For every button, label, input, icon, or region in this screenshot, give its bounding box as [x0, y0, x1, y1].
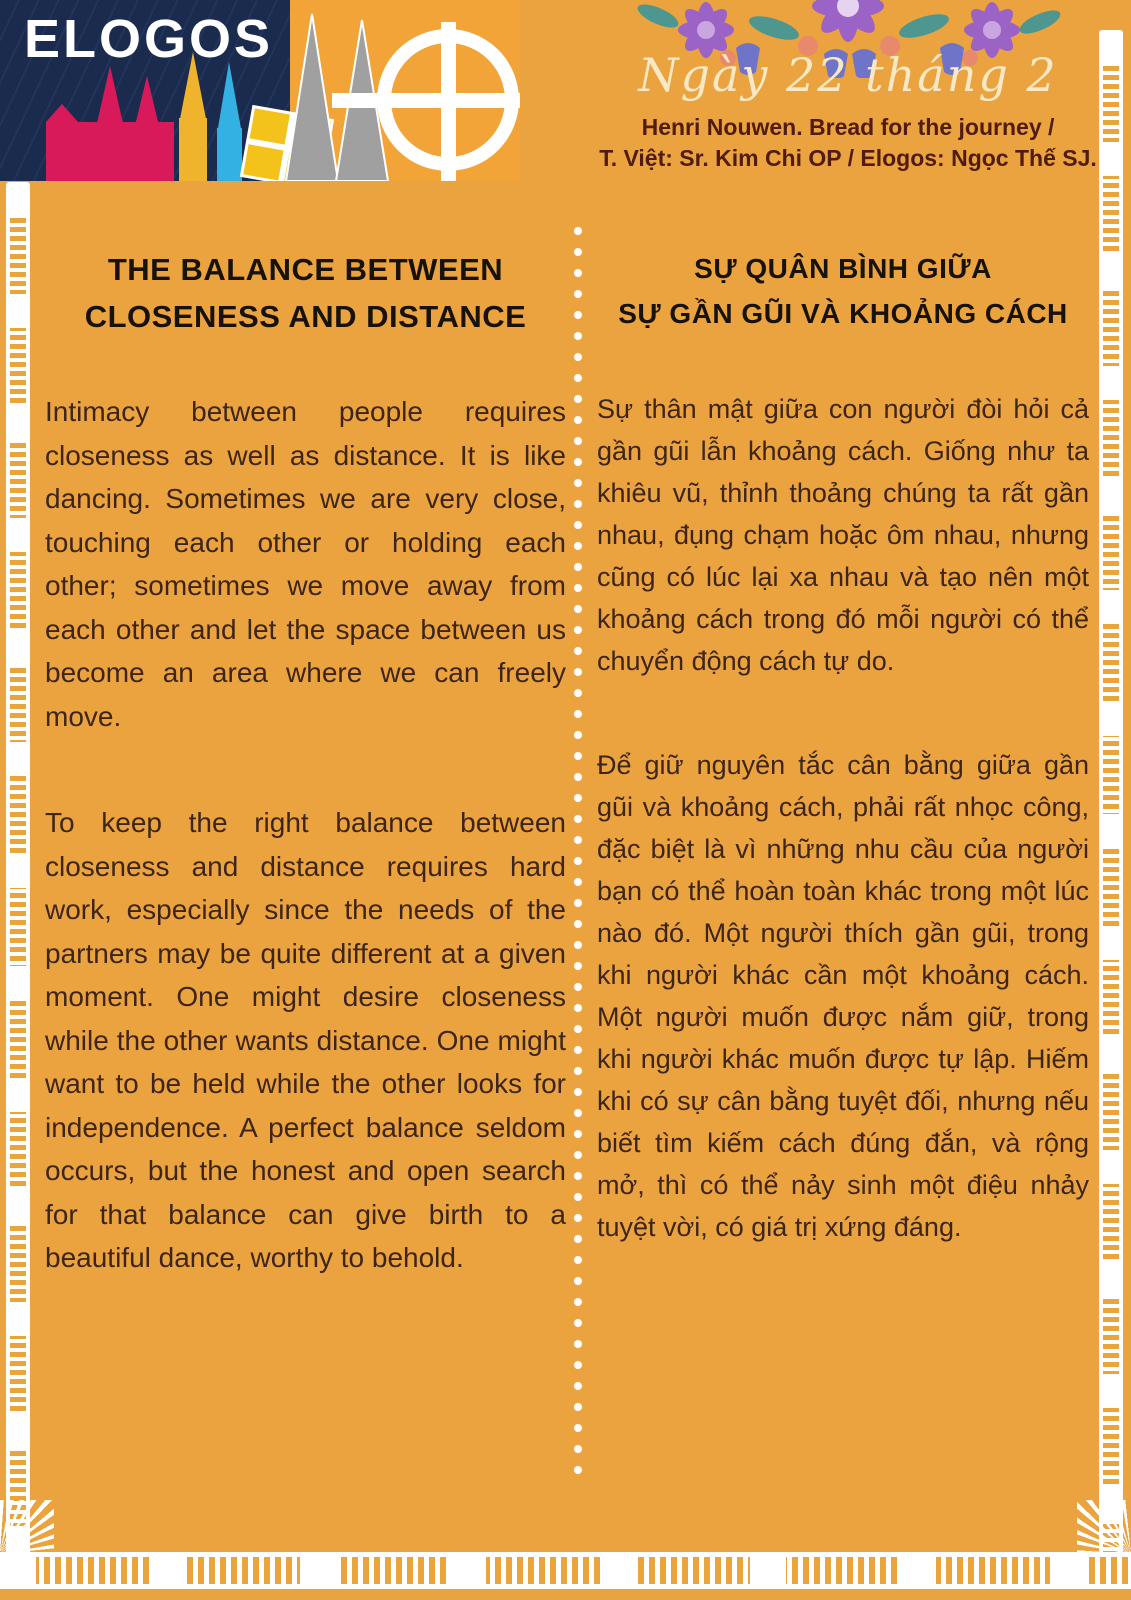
right-border-pattern [1099, 30, 1123, 1554]
elogos-logo-text: ELOGOS [24, 9, 274, 69]
english-title-line-1: THE BALANCE BETWEEN [107, 252, 504, 287]
bottom-border-pattern [0, 1552, 1131, 1589]
english-paragraph-2: To keep the right balance between closeness and distance requires hard work, especially since the needs of the partners may be quite different at a given moment. One might desire closeness while the other wants distance. One might want to be held while the other looks for independence. A perfect balance seldom occurs, but the honest and open search for that balance can give birth to a beautiful dance, worthy to behold. [45, 807, 566, 1273]
vietnamese-title [597, 246, 1089, 336]
bottom-border-dashes [0, 1557, 1131, 1584]
vietnamese-paragraph-2: Để giữ nguyên tắc cân bằng giữa gần gũi và khoảng cách, phải rất nhọc công, đặc biệt là vì những nhu cầu của người bạn có thể hoàn toàn khác trong một lúc nào đó. Một người thích gần gũi, trong khi người khác cần một khoảng cách. Một người muốn được nắm giữ, trong khi người khác muốn được tự lập. Hiếm khi có sự cân bằng tuyệt đối, nhưng nếu biết tìm kiếm cách đúng đắn, và rộng mở, thì có thể nảy sinh một điệu nhảy tuyệt vời, có giá trị xứng đáng. [597, 750, 1089, 1242]
english-paragraph-1: Intimacy between people requires closeness as well as distance. It is like dancing. Sometimes we are very close, touching each other or holding each other; sometimes we move away from each other and let the space between us become an area where we can freely move. [45, 396, 566, 732]
credits [565, 112, 1131, 174]
left-border-pattern [6, 182, 30, 1554]
english-title-line-2: CLOSENESS AND DISTANCE [84, 299, 527, 334]
english-column [45, 246, 566, 1280]
vietnamese-column [597, 246, 1089, 1248]
vietnamese-paragraph-1: Sự thân mật giữa con người đòi hỏi cả gần gũi lẫn khoảng cách. Giống như ta khiêu vũ, thỉnh thoảng chúng ta rất gần nhau, đụng chạm hoặc ôm nhau, nhưng cũng có lúc lại xa nhau và tạo nên một khoảng cách trong đó mỗi người có thể chuyển động cách tự do. [597, 394, 1089, 676]
bottom-right-rays-icon [1077, 1500, 1131, 1554]
credit-line-1: Henri Nouwen. Bread for the journey / [641, 114, 1055, 140]
right-border-dashes [1103, 30, 1119, 1554]
vietnamese-title-line-2: SỰ GẦN GŨI VÀ KHOẢNG CÁCH [618, 298, 1068, 329]
vietnamese-title-line-1: SỰ QUÂN BÌNH GIỮA [694, 253, 992, 284]
elogos-logo [0, 0, 520, 181]
credit-line-2: T. Việt: Sr. Kim Chi OP / Elogos: Ngọc Thế SJ. [599, 145, 1097, 171]
date-heading: Ngày 22 tháng 2 [638, 48, 1058, 102]
dotted-divider [573, 222, 583, 1487]
bottom-left-rays-icon [0, 1500, 54, 1554]
english-title [45, 246, 566, 340]
left-border-dashes [10, 182, 26, 1554]
